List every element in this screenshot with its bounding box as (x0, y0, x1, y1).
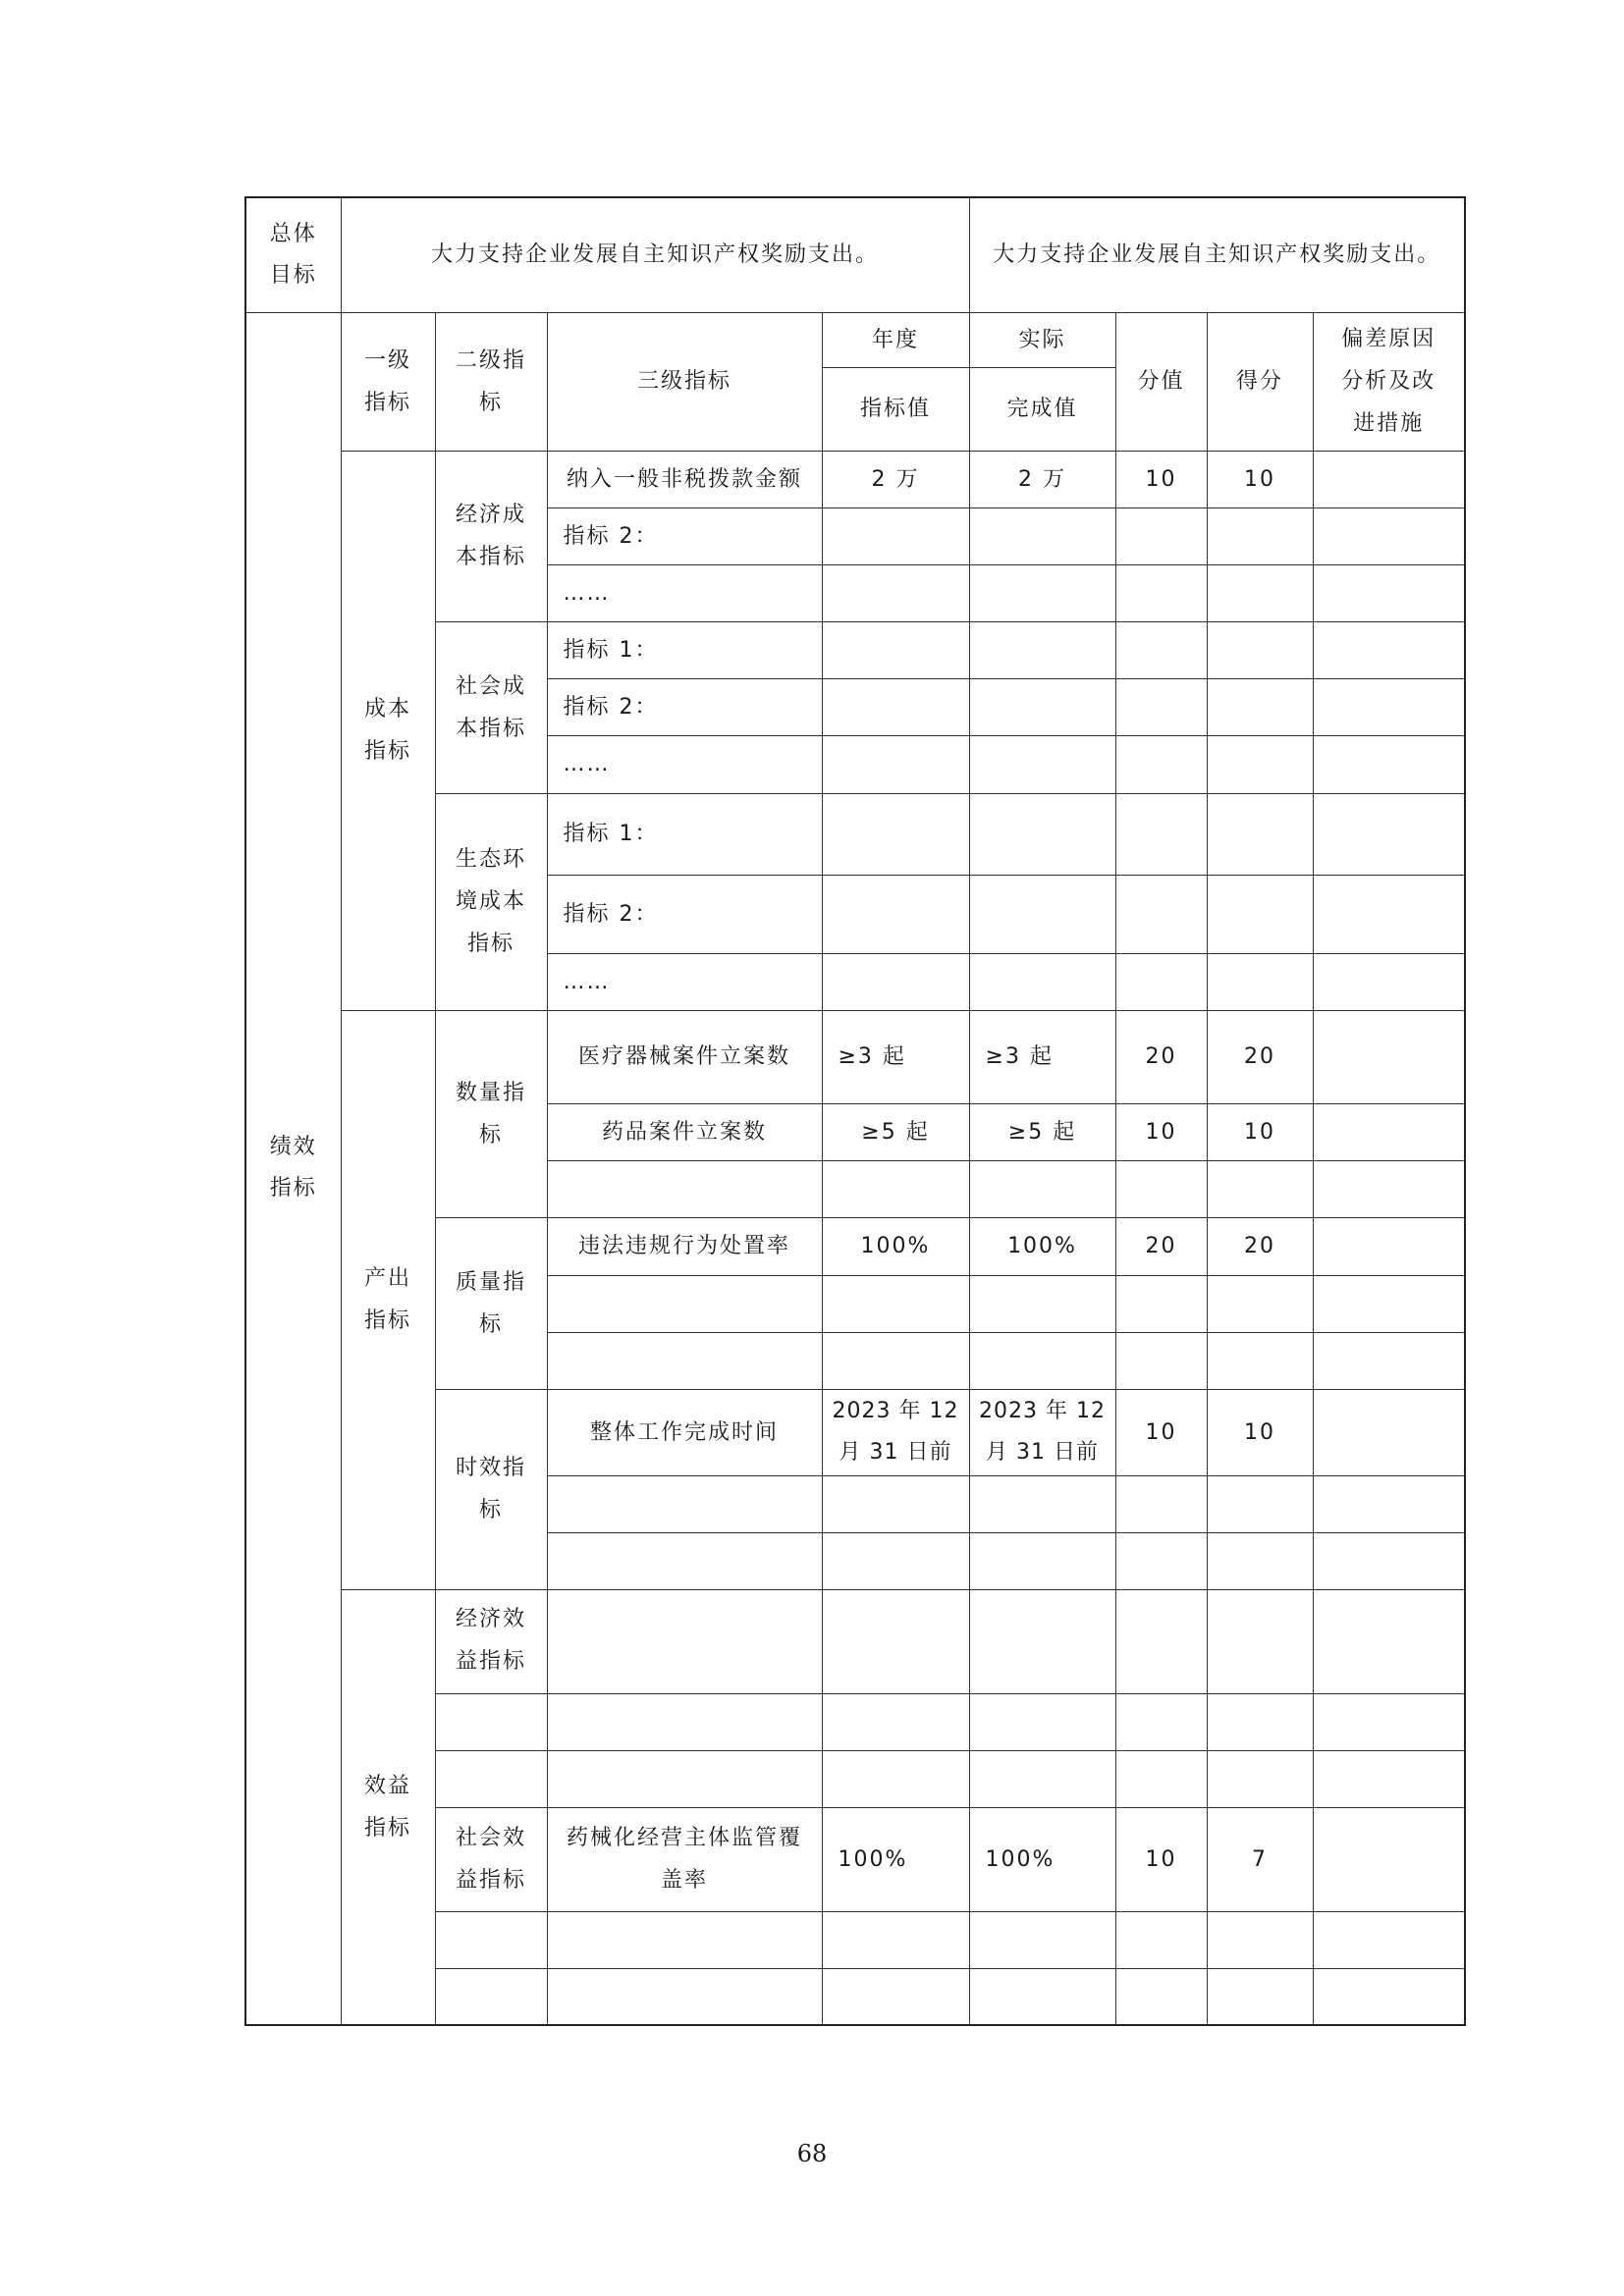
indicator-weight: 10 (1115, 1389, 1207, 1475)
indicator-weight: 10 (1115, 1103, 1207, 1160)
performance-table (244, 196, 1466, 2026)
indicator-name: 药品案件立案数 (547, 1103, 822, 1160)
indicator-score: 7 (1207, 1807, 1313, 1911)
benefit-indicator-label: 效益 指标 (341, 1589, 435, 2025)
indicator-weight: 20 (1115, 1217, 1207, 1275)
indicator-deviation (1313, 451, 1465, 507)
indicator-name: 药械化经营主体监管覆 盖率 (547, 1807, 822, 1911)
table-row (245, 451, 1465, 507)
quantity-label: 数量指 标 (435, 1010, 547, 1217)
table-row (245, 1589, 1465, 1693)
social-cost-label: 社会成 本指标 (435, 621, 547, 793)
indicator-name: 指标 1： (547, 793, 822, 875)
header-score: 得分 (1207, 312, 1313, 451)
indicator-name: 违法违规行为处置率 (547, 1217, 822, 1275)
cost-indicator-label: 成本 指标 (341, 451, 435, 1010)
header-actual-top: 实际 (969, 312, 1115, 367)
output-indicator-label: 产出 指标 (341, 1010, 435, 1589)
indicator-name: 纳入一般非税拨款金额 (547, 451, 822, 507)
table-row (245, 1010, 1465, 1103)
indicator-weight: 20 (1115, 1010, 1207, 1103)
header-deviation: 偏差原因 分析及改 进措施 (1313, 312, 1465, 451)
indicator-name: 指标 2： (547, 875, 822, 953)
header-level2: 二级指 标 (435, 312, 547, 451)
goal-row (245, 197, 1465, 312)
header-actual-bottom: 完成值 (969, 367, 1115, 451)
indicator-name: 整体工作完成时间 (547, 1389, 822, 1475)
economic-cost-label: 经济成 本指标 (435, 451, 547, 621)
annual-goal-text: 大力支持企业发展自主知识产权奖励支出。 (341, 197, 969, 312)
indicator-weight: 10 (1115, 1807, 1207, 1911)
timeliness-label: 时效指 标 (435, 1389, 547, 1589)
indicator-score: 20 (1207, 1010, 1313, 1103)
indicator-actual: ≥3 起 (969, 1010, 1115, 1103)
indicator-score: 10 (1207, 1389, 1313, 1475)
indicator-name: …… (547, 564, 822, 621)
indicator-score: 20 (1207, 1217, 1313, 1275)
indicator-name: 指标 2： (547, 507, 822, 564)
header-level1: 一级 指标 (341, 312, 435, 451)
perf-indicator-label: 绩效 指标 (245, 312, 341, 2025)
indicator-actual: 2023 年 12 月 31 日前 (969, 1389, 1115, 1475)
header-level3: 三级指标 (547, 312, 822, 451)
indicator-score: 10 (1207, 1103, 1313, 1160)
eco-cost-label: 生态环 境成本 指标 (435, 793, 547, 1010)
indicator-target: 100% (822, 1217, 969, 1275)
performance-sheet (244, 196, 1464, 2031)
indicator-target: ≥3 起 (822, 1010, 969, 1103)
page-number: 68 (796, 2140, 828, 2167)
indicator-target: ≥5 起 (822, 1103, 969, 1160)
indicator-target: 2 万 (822, 451, 969, 507)
indicator-name: 指标 2： (547, 678, 822, 735)
header-annual-top: 年度 (822, 312, 969, 367)
header-row-top (245, 312, 1465, 367)
indicator-name: …… (547, 953, 822, 1010)
indicator-actual: 100% (969, 1217, 1115, 1275)
goal-label: 总体 目标 (245, 197, 341, 312)
indicator-target: 2023 年 12 月 31 日前 (822, 1389, 969, 1475)
social-benefit-label: 社会效 益指标 (435, 1807, 547, 1911)
header-annual-bottom: 指标值 (822, 367, 969, 451)
indicator-score: 10 (1207, 451, 1313, 507)
indicator-weight: 10 (1115, 451, 1207, 507)
indicator-actual: ≥5 起 (969, 1103, 1115, 1160)
actual-goal-text: 大力支持企业发展自主知识产权奖励支出。 (969, 197, 1465, 312)
economic-benefit-label: 经济效 益指标 (435, 1589, 547, 1693)
indicator-target: 100% (822, 1807, 969, 1911)
indicator-name: 指标 1： (547, 621, 822, 678)
indicator-name: 医疗器械案件立案数 (547, 1010, 822, 1103)
indicator-actual: 100% (969, 1807, 1115, 1911)
quality-label: 质量指 标 (435, 1217, 547, 1389)
indicator-actual: 2 万 (969, 451, 1115, 507)
indicator-name: …… (547, 735, 822, 793)
header-score-value: 分值 (1115, 312, 1207, 451)
